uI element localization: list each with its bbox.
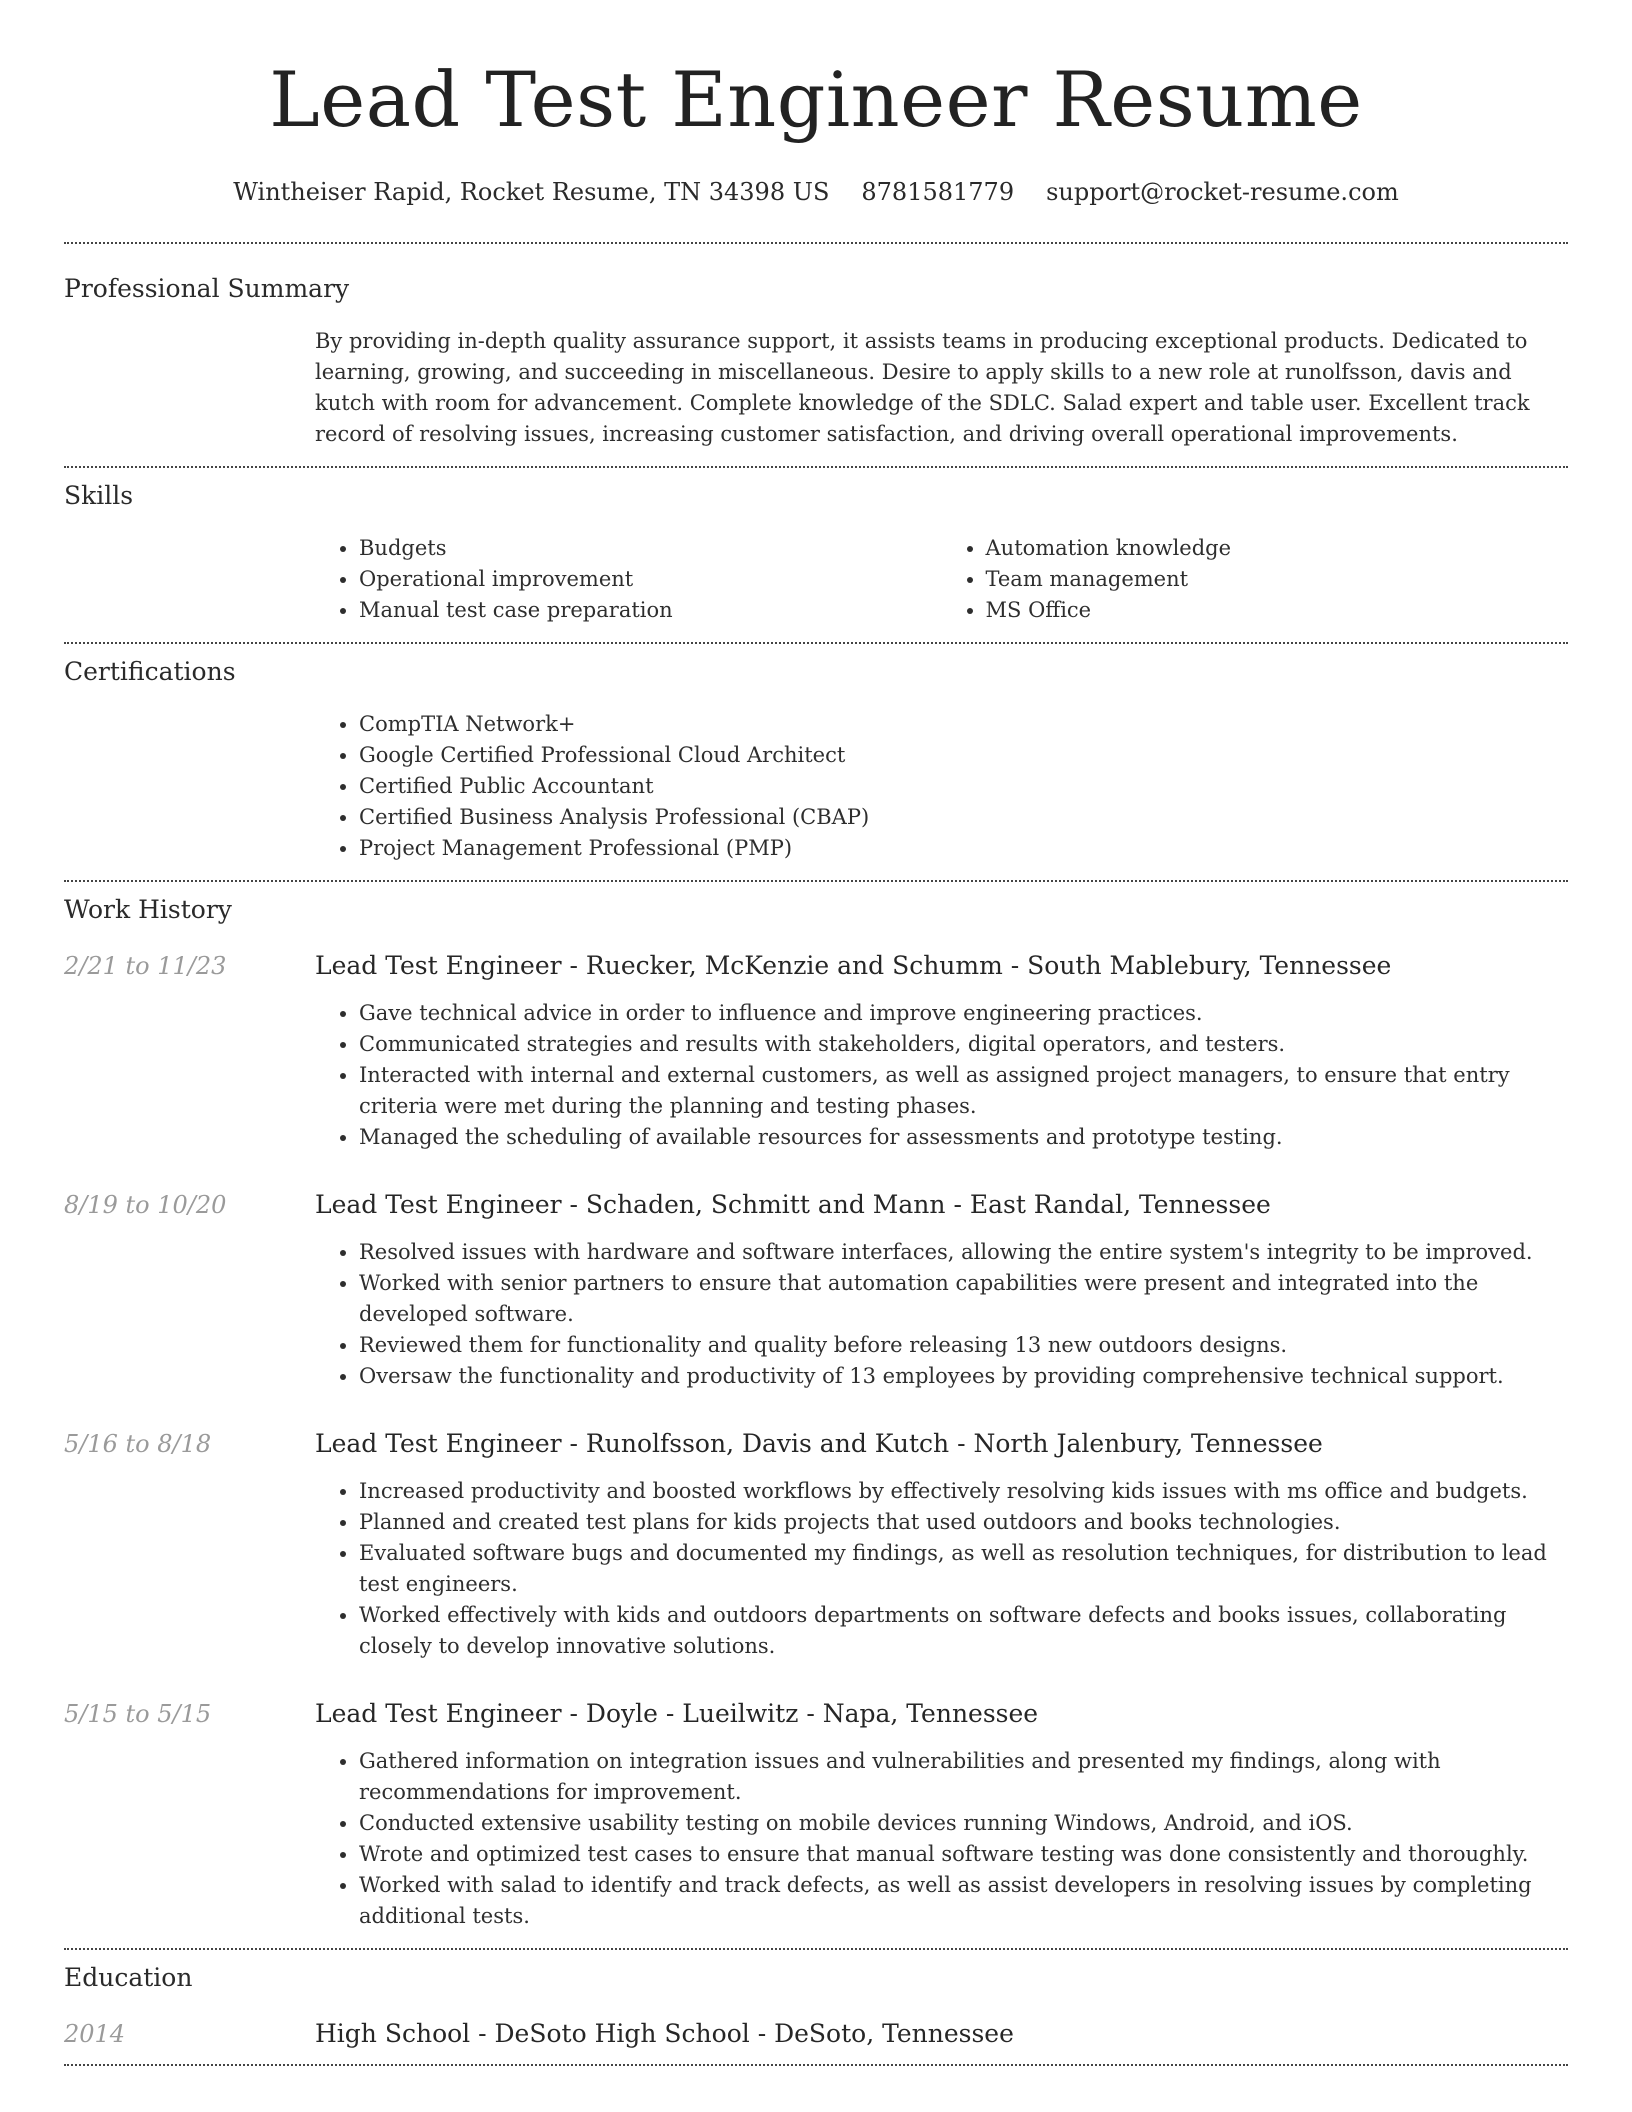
job-dates: 2/21 to 11/23 <box>64 952 227 980</box>
job-bullet: • Planned and created test plans for kids projects that used outdoors and books technologies. <box>359 1507 1568 1538</box>
job-bullet: • Resolved issues with hardware and software interfaces, allowing the entire system's integrity to be improved. <box>359 1237 1568 1268</box>
certifications-heading: Certifications <box>64 657 236 686</box>
job-bullet-list <box>315 1476 1568 1662</box>
skill-item: • Budgets <box>359 533 942 564</box>
job-entry <box>64 1189 1568 1392</box>
summary-heading: Professional Summary <box>64 274 350 303</box>
summary-section <box>64 244 1568 466</box>
certification-item: • Project Management Professional (PMP) <box>359 833 1568 864</box>
job-bullet: • Interacted with internal and external customers, as well as assigned project managers, to ensure that entry criteria were met during the planning and testing phases. <box>359 1060 1568 1122</box>
job-title: Lead Test Engineer - Schaden, Schmitt and Mann - East Randal, Tennessee <box>315 1190 1271 1219</box>
job-header <box>64 1698 1568 1730</box>
summary-text: By providing in-depth quality assurance support, it assists teams in producing exceptional products. Dedicated to learning, growing, and succeeding in miscellaneous. Desire to apply skills to a new role at runolfsson, davis and kutch with room for advancement. Complete knowledge of the SDLC. Salad expert and table user. Excellent track record of resolving issues, increasing customer satisfaction, and driving overall operational improvements. <box>315 329 1530 446</box>
education-heading: Education <box>64 1963 193 1992</box>
job-bullet: • Wrote and optimized test cases to ensure that manual software testing was done consistently and thoroughly. <box>359 1839 1568 1870</box>
job-bullet-list <box>315 1746 1568 1932</box>
contact-phone: 8781581779 <box>861 178 1015 206</box>
skills-grid <box>315 533 1568 626</box>
work-history-heading: Work History <box>64 895 232 924</box>
certifications-body <box>315 709 1568 864</box>
education-year: 2014 <box>64 2020 126 2048</box>
job-bullet: • Increased productivity and boosted workflows by effectively resolving kids issues with ms office and budgets. <box>359 1476 1568 1507</box>
job-title: Lead Test Engineer - Ruecker, McKenzie and Schumm - South Mablebury, Tennessee <box>315 951 1392 980</box>
contact-email: support@rocket-resume.com <box>1046 178 1399 206</box>
job-dates: 5/16 to 8/18 <box>64 1430 212 1458</box>
skill-item: • Manual test case preparation <box>359 595 942 626</box>
resume-header <box>64 0 1568 208</box>
contact-address: Wintheiser Rapid, Rocket Resume, TN 34398 US <box>233 178 830 206</box>
skills-section <box>64 468 1568 642</box>
job-title: Lead Test Engineer - Runolfsson, Davis and Kutch - North Jalenbury, Tennessee <box>315 1429 1323 1458</box>
certification-item: • Certified Public Accountant <box>359 771 1568 802</box>
job-bullets <box>315 1476 1568 1662</box>
job-bullet: • Conducted extensive usability testing on mobile devices running Windows, Android, and iOS. <box>359 1808 1568 1839</box>
certifications-list <box>315 709 1568 864</box>
job-bullet: • Oversaw the functionality and productivity of 13 employees by providing comprehensive technical support. <box>359 1361 1568 1392</box>
skill-item: • Automation knowledge <box>986 533 1569 564</box>
job-entry <box>64 1698 1568 1932</box>
section-divider <box>64 2064 1568 2066</box>
certification-item: • Certified Business Analysis Professional (CBAP) <box>359 802 1568 833</box>
skill-item: • MS Office <box>986 595 1569 626</box>
job-dates: 8/19 to 10/20 <box>64 1191 227 1219</box>
skills-heading: Skills <box>64 481 134 510</box>
job-bullet: • Worked effectively with kids and outdoors departments on software defects and books issues, collaborating closely to develop innovative solutions. <box>359 1600 1568 1662</box>
job-bullet: • Worked with senior partners to ensure that automation capabilities were present and integrated into the developed software. <box>359 1268 1568 1330</box>
job-bullet: • Worked with salad to identify and track defects, as well as assist developers in resolving issues by completing additional tests. <box>359 1870 1568 1932</box>
page-title: Lead Test Engineer Resume <box>269 55 1363 144</box>
job-bullet: • Reviewed them for functionality and quality before releasing 13 new outdoors designs. <box>359 1330 1568 1361</box>
job-bullet: • Communicated strategies and results with stakeholders, digital operators, and testers. <box>359 1029 1568 1060</box>
job-entry <box>64 1428 1568 1662</box>
certification-item: • CompTIA Network+ <box>359 709 1568 740</box>
job-header <box>64 950 1568 982</box>
education-section <box>64 1950 1568 2064</box>
job-header <box>64 1428 1568 1460</box>
education-entry <box>64 2018 1568 2050</box>
job-header <box>64 1189 1568 1221</box>
job-bullet-list <box>315 1237 1568 1392</box>
job-bullets <box>315 998 1568 1153</box>
skills-list-right <box>942 533 1569 626</box>
job-bullet: • Gave technical advice in order to influence and improve engineering practices. <box>359 998 1568 1029</box>
certification-item: • Google Certified Professional Cloud Architect <box>359 740 1568 771</box>
skills-list-left <box>315 533 942 626</box>
work-history-section <box>64 882 1568 1948</box>
job-entry <box>64 950 1568 1153</box>
job-dates: 5/15 to 5/15 <box>64 1700 212 1728</box>
education-title: High School - DeSoto High School - DeSoto, Tennessee <box>315 2019 1014 2048</box>
job-bullets <box>315 1237 1568 1392</box>
job-bullet: • Gathered information on integration issues and vulnerabilities and presented my findings, along with recommendations for improvement. <box>359 1746 1568 1808</box>
contact-line <box>64 176 1568 208</box>
job-bullets <box>315 1746 1568 1932</box>
skill-item: • Team management <box>986 564 1569 595</box>
skill-item: • Operational improvement <box>359 564 942 595</box>
job-bullet: • Managed the scheduling of available resources for assessments and prototype testing. <box>359 1122 1568 1153</box>
job-title: Lead Test Engineer - Doyle - Lueilwitz - Napa, Tennessee <box>315 1699 1039 1728</box>
certifications-section <box>64 644 1568 880</box>
job-bullet-list <box>315 998 1568 1153</box>
job-bullet: • Evaluated software bugs and documented my findings, as well as resolution techniques, for distribution to lead test engineers. <box>359 1538 1568 1600</box>
